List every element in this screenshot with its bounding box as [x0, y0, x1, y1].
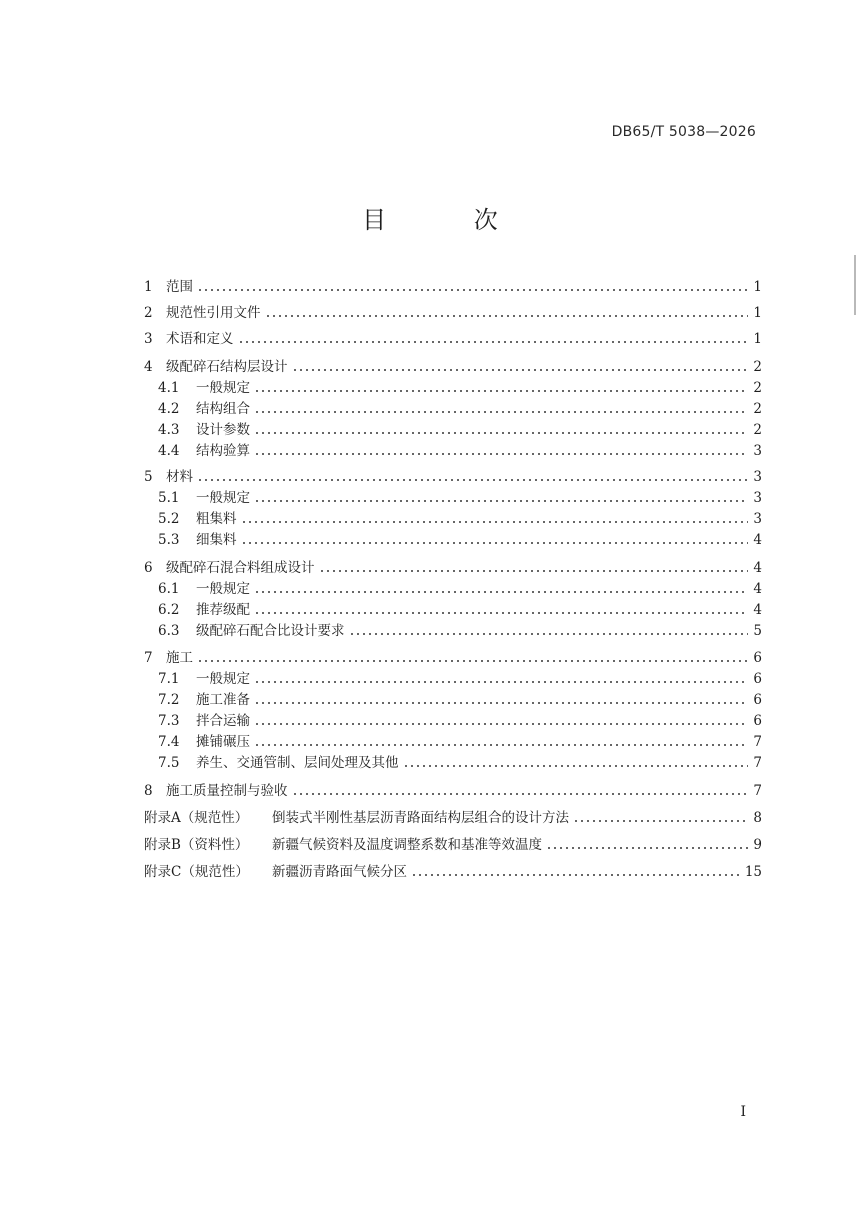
toc-entry-number: 4.4	[158, 442, 180, 459]
toc-dot-leader	[238, 341, 749, 343]
toc-entry[interactable]	[158, 618, 762, 638]
toc-entry-label: 摊铺碾压	[196, 733, 250, 750]
toc-dot-leader	[241, 542, 749, 544]
toc-entry[interactable]	[158, 597, 762, 617]
toc-entry-label: 拌合运输	[196, 712, 250, 729]
toc-entry-number: 6	[144, 559, 153, 576]
toc-dot-leader	[254, 500, 748, 502]
page-number: I	[740, 1104, 746, 1120]
toc-dot-leader	[546, 847, 748, 849]
toc-entry-number: 5.3	[158, 531, 180, 548]
toc-entry[interactable]	[158, 396, 762, 416]
toc-entry-number: 3	[144, 330, 153, 347]
toc-entry[interactable]	[144, 645, 762, 665]
toc-entry[interactable]	[158, 708, 762, 728]
toc-entry-label: 施工准备	[196, 691, 250, 708]
toc-entry-label: 设计参数	[196, 421, 250, 438]
toc-entry-number: 8	[144, 782, 153, 799]
toc-entry-label: 结构验算	[196, 442, 250, 459]
toc-dot-leader	[292, 369, 749, 371]
toc-entry-label: 结构组合	[196, 400, 250, 417]
toc-entry[interactable]	[158, 750, 762, 770]
toc-entry-number: 5.2	[158, 510, 180, 527]
toc-entry-label: 倒装式半刚性基层沥青路面结构层组合的设计方法	[272, 809, 569, 826]
toc-entry-number: 7.4	[158, 733, 180, 750]
toc-dot-leader	[411, 874, 741, 876]
toc-entry-number: 附录B（资料性）	[144, 836, 249, 853]
toc-entry-page: 2	[753, 358, 762, 375]
toc-dot-leader	[265, 315, 749, 317]
toc-dot-leader	[197, 479, 748, 481]
toc-entry-label: 一般规定	[196, 379, 250, 396]
toc-dot-leader	[254, 612, 748, 614]
toc-entry[interactable]	[158, 485, 762, 505]
toc-entry-label: 养生、交通管制、层间处理及其他	[196, 754, 399, 771]
toc-entry-number: 4.1	[158, 379, 180, 396]
toc-entry[interactable]	[158, 666, 762, 686]
toc-entry[interactable]	[144, 859, 762, 879]
toc-entry-page: 1	[753, 278, 762, 295]
toc-entry[interactable]	[158, 576, 762, 596]
toc-entry[interactable]	[144, 300, 762, 320]
toc-entry-number: 5	[144, 468, 153, 485]
toc-dot-leader	[254, 702, 748, 704]
toc-dot-leader	[254, 432, 748, 434]
toc-entry-label: 细集料	[196, 531, 237, 548]
toc-entry-page: 4	[753, 580, 762, 597]
toc-entry-page: 3	[753, 468, 762, 485]
toc-entry-label: 一般规定	[196, 489, 250, 506]
toc-entry-page: 9	[753, 836, 762, 853]
toc-entry-page: 2	[753, 421, 762, 438]
toc-entry-page: 6	[753, 670, 762, 687]
toc-entry[interactable]	[158, 375, 762, 395]
toc-entry-number: 5.1	[158, 489, 180, 506]
toc-entry[interactable]	[158, 687, 762, 707]
toc-entry-page: 6	[753, 649, 762, 666]
toc-dot-leader	[573, 820, 748, 822]
toc-entry-number: 1	[144, 278, 153, 295]
toc-entry-label: 规范性引用文件	[166, 304, 261, 321]
toc-dot-leader	[254, 390, 748, 392]
toc-entry-number: 4.2	[158, 400, 180, 417]
toc-entry-number: 附录C（规范性）	[144, 863, 249, 880]
toc-entry[interactable]	[144, 832, 762, 852]
toc-dot-leader	[319, 570, 749, 572]
toc-entry-label: 级配碎石结构层设计	[166, 358, 288, 375]
toc-entry-label: 术语和定义	[166, 330, 234, 347]
toc-entry-label: 推荐级配	[196, 601, 250, 618]
toc-entry-page: 6	[753, 691, 762, 708]
toc-entry-label: 材料	[166, 468, 193, 485]
toc-entry-page: 1	[753, 304, 762, 321]
toc-entry[interactable]	[144, 555, 762, 575]
toc-entry-number: 4.3	[158, 421, 180, 438]
toc-entry-number: 附录A（规范性）	[144, 809, 249, 826]
page-title: 目 次	[362, 206, 538, 234]
toc-entry[interactable]	[144, 464, 762, 484]
toc-entry[interactable]	[158, 506, 762, 526]
toc-entry-page: 7	[753, 754, 762, 771]
toc-entry[interactable]	[144, 274, 762, 294]
toc-entry[interactable]	[144, 778, 762, 798]
toc-dot-leader	[403, 765, 749, 767]
document-code: DB65/T 5038—2026	[611, 124, 756, 140]
toc-entry-page: 3	[753, 489, 762, 506]
toc-entry-page: 8	[753, 809, 762, 826]
toc-entry-number: 7.5	[158, 754, 180, 771]
toc-entry-number: 6.3	[158, 622, 180, 639]
toc-entry-label: 一般规定	[196, 670, 250, 687]
toc-dot-leader	[254, 744, 748, 746]
toc-entry-page: 4	[753, 559, 762, 576]
toc-entry-page: 2	[753, 379, 762, 396]
toc-entry-page: 6	[753, 712, 762, 729]
toc-dot-leader	[292, 793, 749, 795]
toc-entry-page: 1	[753, 330, 762, 347]
toc-entry[interactable]	[158, 729, 762, 749]
toc-entry-number: 7.2	[158, 691, 180, 708]
toc-dot-leader	[254, 453, 748, 455]
toc-dot-leader	[197, 289, 748, 291]
toc-entry-page: 7	[753, 733, 762, 750]
toc-entry-number: 6.2	[158, 601, 180, 618]
toc-entry-page: 7	[753, 782, 762, 799]
toc-entry[interactable]	[144, 354, 762, 374]
toc-dot-leader	[254, 591, 748, 593]
toc-entry-page: 5	[753, 622, 762, 639]
toc-entry-number: 7	[144, 649, 153, 666]
toc-entry-number: 7.1	[158, 670, 180, 687]
toc-entry-label: 新疆气候资料及温度调整系数和基准等效温度	[272, 836, 542, 853]
toc-entry-label: 范围	[166, 278, 193, 295]
toc-entry-page: 3	[753, 510, 762, 527]
toc-entry-number: 7.3	[158, 712, 180, 729]
toc-entry[interactable]	[158, 417, 762, 437]
toc-entry-label: 施工质量控制与验收	[166, 782, 288, 799]
toc-entry-page: 2	[753, 400, 762, 417]
toc-dot-leader	[197, 660, 748, 662]
toc-entry-label: 级配碎石混合料组成设计	[166, 559, 315, 576]
toc-entry[interactable]	[158, 527, 762, 547]
toc-dot-leader	[254, 681, 748, 683]
toc-entry-number: 4	[144, 358, 153, 375]
toc-entry-page: 4	[753, 601, 762, 618]
toc-entry-page: 4	[753, 531, 762, 548]
toc-entry-label: 粗集料	[196, 510, 237, 527]
toc-entry-page: 15	[744, 863, 762, 880]
toc-entry-label: 新疆沥青路面气候分区	[272, 863, 407, 880]
toc-entry-number: 6.1	[158, 580, 180, 597]
toc-entry[interactable]	[158, 438, 762, 458]
toc-dot-leader	[241, 521, 749, 523]
toc-dot-leader	[349, 633, 749, 635]
toc-entry-label: 施工	[166, 649, 193, 666]
scan-edge-mark	[854, 255, 856, 315]
toc-dot-leader	[254, 723, 748, 725]
toc-entry[interactable]	[144, 805, 762, 825]
toc-entry-label: 级配碎石配合比设计要求	[196, 622, 345, 639]
toc-entry-number: 2	[144, 304, 153, 321]
toc-entry[interactable]	[144, 326, 762, 346]
toc-entry-label: 一般规定	[196, 580, 250, 597]
toc-dot-leader	[254, 411, 748, 413]
toc-entry-page: 3	[753, 442, 762, 459]
